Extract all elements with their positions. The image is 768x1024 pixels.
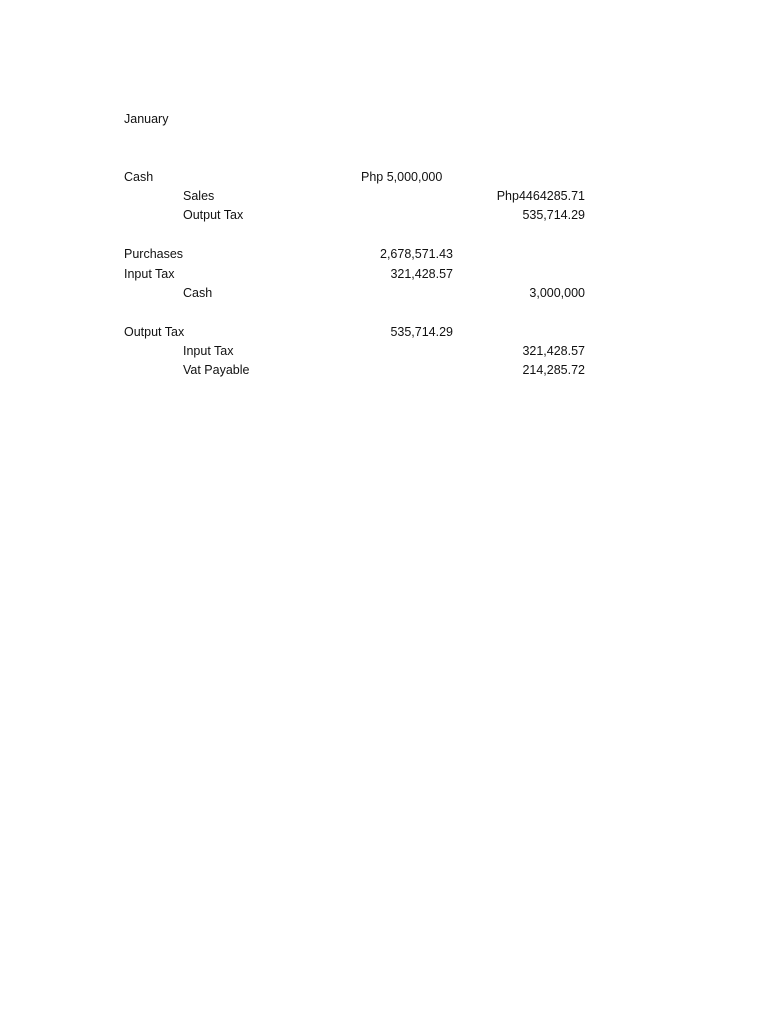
entry-2-account-cash: Cash (183, 286, 213, 300)
entry-2-credit-cash: 3,000,000 (529, 286, 585, 300)
entry-3-credit-input-tax: 321,428.57 (522, 344, 585, 358)
entry-2-debit-input-tax: 321,428.57 (390, 267, 453, 281)
entry-3-account-output-tax: Output Tax (124, 325, 185, 339)
entry-1-credit-sales: Php4464285.71 (496, 189, 585, 203)
entry-1-account-cash: Cash (124, 170, 154, 184)
entry-3-credit-vat-payable: 214,285.72 (522, 363, 585, 377)
entry-1-account-sales: Sales (183, 189, 215, 203)
entry-3-account-vat-payable: Vat Payable (183, 363, 250, 377)
entry-3-debit-output-tax: 535,714.29 (390, 325, 453, 339)
page-title: January (124, 112, 169, 126)
entry-1-account-output-tax: Output Tax (183, 208, 244, 222)
entry-2-account-input-tax: Input Tax (124, 267, 175, 281)
entry-2-debit-purchases: 2,678,571.43 (380, 247, 453, 261)
entry-1-credit-output-tax: 535,714.29 (522, 208, 585, 222)
entry-3-account-input-tax: Input Tax (183, 344, 234, 358)
entry-1-debit-cash: Php 5,000,000 (361, 170, 443, 184)
entry-2-account-purchases: Purchases (124, 247, 184, 261)
